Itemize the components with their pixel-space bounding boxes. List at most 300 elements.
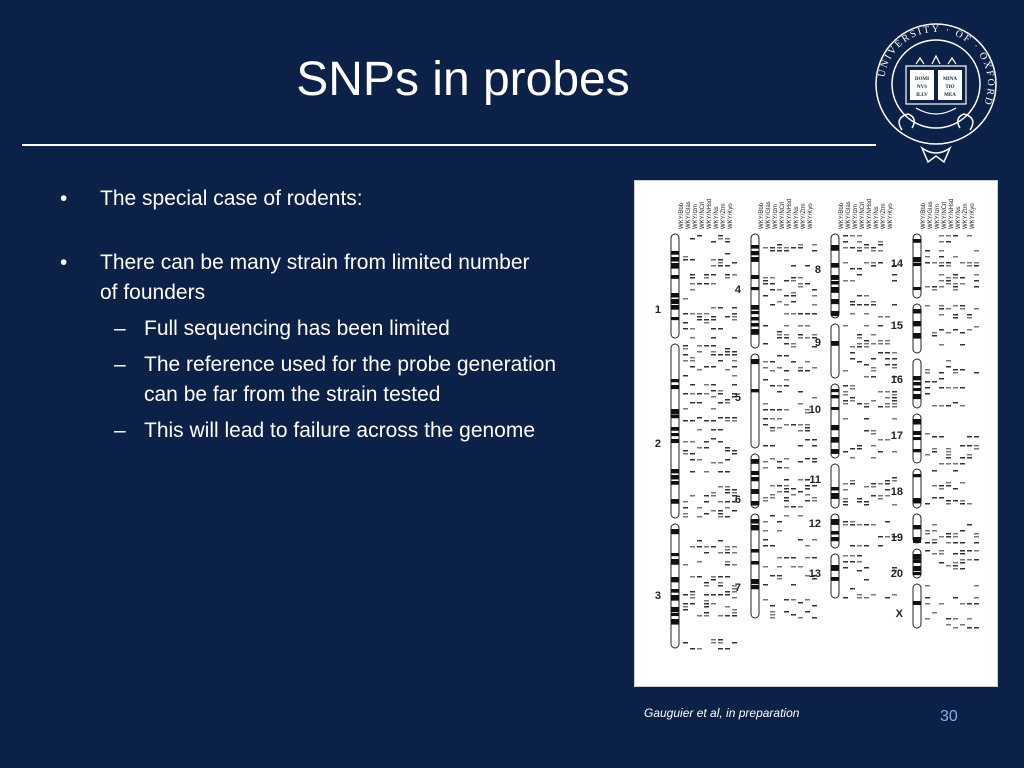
snp-mark — [864, 340, 869, 342]
snp-mark — [843, 400, 848, 402]
snp-mark — [690, 283, 695, 285]
snp-mark — [953, 565, 958, 567]
snp-mark — [711, 462, 716, 464]
chromosome-band — [831, 449, 839, 454]
chromosome-band — [751, 317, 759, 320]
snp-mark — [871, 445, 876, 447]
snp-mark — [718, 360, 723, 362]
snp-mark — [843, 418, 848, 420]
strain-label: WKY/Ns — [714, 206, 720, 229]
chromosome-band — [671, 275, 679, 279]
snp-mark — [697, 345, 702, 347]
snp-mark — [960, 308, 965, 310]
snp-mark — [946, 533, 951, 535]
snp-mark — [711, 390, 716, 392]
snp-mark — [718, 259, 723, 261]
snp-mark — [932, 524, 937, 526]
snp-mark — [857, 445, 862, 447]
snp-mark — [974, 536, 979, 538]
snp-mark — [960, 550, 965, 552]
snp-mark — [711, 319, 716, 321]
snp-mark — [946, 457, 951, 459]
snp-mark — [885, 597, 890, 599]
snp-mark — [690, 328, 695, 330]
snp-mark — [925, 393, 930, 395]
snp-mark — [878, 343, 883, 345]
snp-mark — [697, 319, 702, 321]
snp-mark — [683, 345, 688, 347]
snp-mark — [690, 420, 695, 422]
snp-mark — [843, 394, 848, 396]
snp-mark — [763, 566, 768, 568]
snp-mark — [857, 235, 862, 237]
snp-mark — [812, 458, 817, 460]
snp-mark — [967, 550, 972, 552]
snp-mark — [939, 329, 944, 331]
snp-mark — [725, 450, 730, 452]
snp-mark — [857, 346, 862, 348]
chromosome-band — [831, 407, 839, 410]
snp-mark — [812, 500, 817, 502]
strain-label: WKY/Kyo — [728, 203, 734, 229]
snp-mark — [864, 247, 869, 249]
snp-mark — [885, 358, 890, 360]
snp-mark — [725, 594, 730, 596]
snp-mark — [732, 510, 737, 512]
snp-mark — [798, 403, 803, 405]
snp-mark — [843, 501, 848, 503]
snp-mark — [939, 485, 944, 487]
snp-mark — [763, 461, 768, 463]
snp-mark — [850, 555, 855, 557]
snp-mark — [770, 494, 775, 496]
snp-mark — [960, 277, 965, 279]
snp-mark — [777, 334, 782, 336]
snp-mark — [953, 277, 958, 279]
snp-mark — [725, 507, 730, 509]
snp-mark — [932, 485, 937, 487]
snp-mark — [892, 391, 897, 393]
snp-mark — [857, 403, 862, 405]
snp-mark — [812, 439, 817, 441]
snp-mark — [953, 286, 958, 288]
chromosome-band — [913, 431, 921, 435]
snp-mark — [784, 409, 789, 411]
snp-mark — [784, 379, 789, 381]
snp-mark — [932, 286, 937, 288]
bullet-text: The special case of rodents: — [100, 187, 363, 210]
snp-mark — [732, 360, 737, 362]
snp-mark — [683, 256, 688, 258]
snp-mark — [690, 277, 695, 279]
snp-mark — [777, 521, 782, 523]
strain-label: WKY/Izm — [773, 204, 779, 229]
svg-text:MINA: MINA — [943, 77, 957, 82]
snp-mark — [784, 385, 789, 387]
snp-mark — [946, 277, 951, 279]
snp-mark — [690, 576, 695, 578]
snp-mark — [791, 361, 796, 363]
snp-mark — [939, 250, 944, 252]
chromosome-band — [913, 601, 921, 605]
chromosome-band — [671, 299, 679, 304]
snp-mark — [725, 516, 730, 518]
snp-mark — [791, 424, 796, 426]
snp-mark — [770, 485, 775, 487]
snp-mark — [711, 366, 716, 368]
snp-mark — [953, 256, 958, 258]
snp-mark — [704, 283, 709, 285]
snp-mark — [812, 295, 817, 297]
snp-mark — [974, 603, 979, 605]
snp-mark — [925, 503, 930, 505]
snp-mark — [885, 403, 890, 405]
snp-mark — [711, 603, 716, 605]
snp-mark — [974, 550, 979, 552]
strain-label: WKY/Ztm — [881, 203, 887, 229]
snp-mark — [791, 301, 796, 303]
snp-mark — [732, 319, 737, 321]
snp-mark — [843, 280, 848, 282]
snp-mark — [784, 325, 789, 327]
snp-mark — [718, 393, 723, 395]
chromosome-band — [913, 566, 921, 571]
snp-mark — [857, 295, 862, 297]
snp-mark — [711, 492, 716, 494]
snp-mark — [857, 594, 862, 596]
snp-mark — [798, 334, 803, 336]
snp-mark — [864, 504, 869, 506]
chromosome-band — [751, 519, 759, 524]
snp-mark — [892, 280, 897, 282]
snp-mark — [711, 420, 716, 422]
chromosome-band — [913, 449, 921, 452]
snp-mark — [683, 516, 688, 518]
strain-label: WKY/NHsd — [867, 198, 873, 229]
snp-mark — [791, 280, 796, 282]
snp-mark — [718, 262, 723, 264]
snp-mark — [878, 325, 883, 327]
snp-mark — [953, 463, 958, 465]
snp-mark — [704, 600, 709, 602]
chromosome-ideogram — [671, 524, 679, 648]
snp-mark — [871, 430, 876, 432]
snp-mark — [725, 348, 730, 350]
snp-mark — [784, 355, 789, 357]
snp-mark — [690, 274, 695, 276]
snp-mark — [812, 539, 817, 541]
snp-mark — [878, 498, 883, 500]
strain-label: WKY/Izm — [693, 204, 699, 229]
snp-mark — [864, 262, 869, 264]
snp-mark — [843, 247, 848, 249]
snp-mark — [683, 328, 688, 330]
snp-mark — [798, 277, 803, 279]
snp-mark — [946, 503, 951, 505]
strain-label: WKY/NCrl — [780, 201, 786, 229]
snp-mark — [798, 286, 803, 288]
snp-mark — [697, 313, 702, 315]
strain-label: WKY/Ztm — [963, 203, 969, 229]
snp-mark — [953, 568, 958, 570]
snp-mark — [812, 461, 817, 463]
snp-mark — [960, 624, 965, 626]
snp-mark — [784, 488, 789, 490]
snp-mark — [798, 566, 803, 568]
snp-mark — [784, 611, 789, 613]
snp-mark — [770, 605, 775, 607]
snp-mark — [939, 553, 944, 555]
snp-mark — [718, 516, 723, 518]
snp-mark — [878, 545, 883, 547]
slide-title: SNPs in probes — [296, 53, 630, 106]
snp-mark — [697, 369, 702, 371]
snp-mark — [960, 387, 965, 389]
snp-mark — [812, 244, 817, 246]
snp-mark — [683, 360, 688, 362]
snp-mark — [763, 280, 768, 282]
snp-mark — [967, 262, 972, 264]
snp-mark — [704, 322, 709, 324]
strain-label: WKY/Kyo — [888, 203, 894, 229]
snp-mark — [784, 304, 789, 306]
snp-mark — [885, 397, 890, 399]
chromosome-band — [671, 619, 679, 625]
snp-mark — [770, 418, 775, 420]
strain-label: WKY/Ns — [794, 206, 800, 229]
snp-mark — [777, 530, 782, 532]
snp-mark — [946, 235, 951, 237]
snp-mark — [690, 357, 695, 359]
chromosome-band — [913, 333, 921, 339]
snp-mark — [871, 343, 876, 345]
snp-mark — [946, 366, 951, 368]
snp-mark — [763, 584, 768, 586]
sub-bullet-marker: – — [114, 317, 126, 340]
snp-mark — [718, 235, 723, 237]
snp-mark — [805, 557, 810, 559]
strain-label: WKY/Glas — [928, 201, 934, 229]
snp-mark — [857, 561, 862, 563]
snp-mark — [711, 241, 716, 243]
snp-mark — [967, 265, 972, 267]
strain-label: WKY/NHsd — [949, 198, 955, 229]
snp-mark — [690, 337, 695, 339]
bullet-marker: • — [60, 251, 68, 274]
chromosome-label: 15 — [890, 320, 903, 332]
snp-mark — [871, 495, 876, 497]
snp-mark — [711, 495, 716, 497]
snp-mark — [784, 370, 789, 372]
chromosome-label: 20 — [890, 568, 903, 580]
snp-mark — [697, 316, 702, 318]
bullet-item — [60, 248, 630, 308]
snp-mark — [871, 400, 876, 402]
snp-mark — [697, 561, 702, 563]
snp-mark — [864, 244, 869, 246]
snp-mark — [946, 241, 951, 243]
chromosome-band — [671, 427, 679, 431]
snp-mark — [770, 385, 775, 387]
snp-mark — [878, 352, 883, 354]
snp-mark — [932, 539, 937, 541]
snp-mark — [711, 345, 716, 347]
snp-mark — [925, 618, 930, 620]
snp-mark — [791, 599, 796, 601]
snp-mark — [770, 458, 775, 460]
strain-label: WKY/Ns — [956, 206, 962, 229]
snp-mark — [690, 289, 695, 291]
chromosome-band — [671, 409, 679, 415]
snp-mark — [777, 491, 782, 493]
snp-mark — [784, 250, 789, 252]
snp-mark — [725, 549, 730, 551]
snp-mark — [892, 358, 897, 360]
snp-mark — [812, 304, 817, 306]
snp-mark — [732, 274, 737, 276]
snp-mark — [718, 354, 723, 356]
chromosome-ideogram — [671, 344, 679, 518]
snp-mark — [725, 369, 730, 371]
chromosome-band — [831, 487, 839, 490]
snp-mark — [960, 283, 965, 285]
snp-mark — [725, 606, 730, 608]
snp-mark — [805, 599, 810, 601]
snp-mark — [812, 313, 817, 315]
snp-mark — [770, 277, 775, 279]
chromosome-band — [751, 323, 759, 327]
snp-mark — [878, 406, 883, 408]
snp-mark — [946, 332, 951, 334]
snp-mark — [857, 241, 862, 243]
snp-mark — [864, 430, 869, 432]
strain-label: WKY/Ztm — [801, 203, 807, 229]
snp-mark — [725, 354, 730, 356]
snp-mark — [805, 361, 810, 363]
snp-mark — [725, 399, 730, 401]
snp-mark — [967, 314, 972, 316]
snp-mark — [704, 603, 709, 605]
snp-mark — [864, 579, 869, 581]
snp-mark — [850, 280, 855, 282]
chromosome-label: 16 — [890, 374, 903, 386]
snp-mark — [697, 540, 702, 542]
university-crest-logo — [872, 20, 1000, 168]
snp-mark — [732, 351, 737, 353]
snp-mark — [770, 497, 775, 499]
snp-mark — [960, 457, 965, 459]
snp-mark — [784, 313, 789, 315]
snp-mark — [725, 576, 730, 578]
snp-mark — [939, 550, 944, 552]
snp-mark — [711, 408, 716, 410]
strain-label: WKY/NHsd — [787, 198, 793, 229]
snp-mark — [725, 546, 730, 548]
snp-mark — [718, 648, 723, 650]
snp-mark — [763, 361, 768, 363]
snp-mark — [732, 642, 737, 644]
snp-mark — [939, 274, 944, 276]
snp-mark — [892, 406, 897, 408]
strain-label: WKY/Bbb — [679, 202, 685, 229]
snp-mark — [885, 521, 890, 523]
snp-mark — [798, 506, 803, 508]
snp-mark — [770, 575, 775, 577]
sub-bullet-item — [60, 416, 630, 446]
chromosome-band — [913, 474, 921, 477]
snp-mark — [850, 358, 855, 360]
snp-mark — [960, 553, 965, 555]
snp-mark — [960, 463, 965, 465]
chromosome-band — [913, 382, 921, 385]
snp-mark — [960, 530, 965, 532]
chromosome-label: X — [895, 608, 903, 620]
snp-mark — [690, 259, 695, 261]
snp-mark — [857, 545, 862, 547]
snp-mark — [770, 304, 775, 306]
svg-text:MEA: MEA — [944, 93, 956, 98]
snp-mark — [711, 546, 716, 548]
strain-label: WKY/Izm — [935, 204, 941, 229]
snp-mark — [932, 470, 937, 472]
snp-mark — [805, 611, 810, 613]
snp-mark — [784, 485, 789, 487]
chromosome-label: 13 — [808, 568, 821, 580]
snp-mark — [953, 369, 958, 371]
snp-mark — [857, 274, 862, 276]
snp-mark — [939, 308, 944, 310]
snp-mark — [798, 461, 803, 463]
snp-mark — [967, 603, 972, 605]
snp-mark — [946, 482, 951, 484]
snp-mark — [725, 316, 730, 318]
snp-mark — [843, 597, 848, 599]
snp-mark — [683, 513, 688, 515]
snp-mark — [857, 501, 862, 503]
snp-mark — [974, 265, 979, 267]
snp-mark — [932, 332, 937, 334]
snp-mark — [871, 247, 876, 249]
snp-mark — [770, 545, 775, 547]
strain-label: WKY/Kyo — [808, 203, 814, 229]
snp-mark — [805, 439, 810, 441]
chromosome-band — [913, 394, 921, 399]
snp-mark — [770, 247, 775, 249]
snp-mark — [711, 438, 716, 440]
snp-mark — [932, 451, 937, 453]
snp-mark — [690, 603, 695, 605]
snp-mark — [939, 305, 944, 307]
snp-mark — [953, 542, 958, 544]
snp-mark — [939, 265, 944, 267]
chromosome-band — [913, 560, 921, 563]
snp-mark — [784, 343, 789, 345]
snp-mark — [805, 430, 810, 432]
snp-mark — [864, 406, 869, 408]
snp-mark — [704, 345, 709, 347]
sub-bullet-text: This will lead to failure across the genome — [144, 419, 536, 442]
snp-mark — [939, 497, 944, 499]
snp-mark — [725, 420, 730, 422]
snp-mark — [812, 557, 817, 559]
chromosome-band — [913, 263, 921, 266]
snp-mark — [850, 400, 855, 402]
snp-mark — [777, 418, 782, 420]
snp-mark — [777, 385, 782, 387]
snp-mark — [967, 627, 972, 629]
snp-mark — [711, 594, 716, 596]
snp-mark — [885, 391, 890, 393]
